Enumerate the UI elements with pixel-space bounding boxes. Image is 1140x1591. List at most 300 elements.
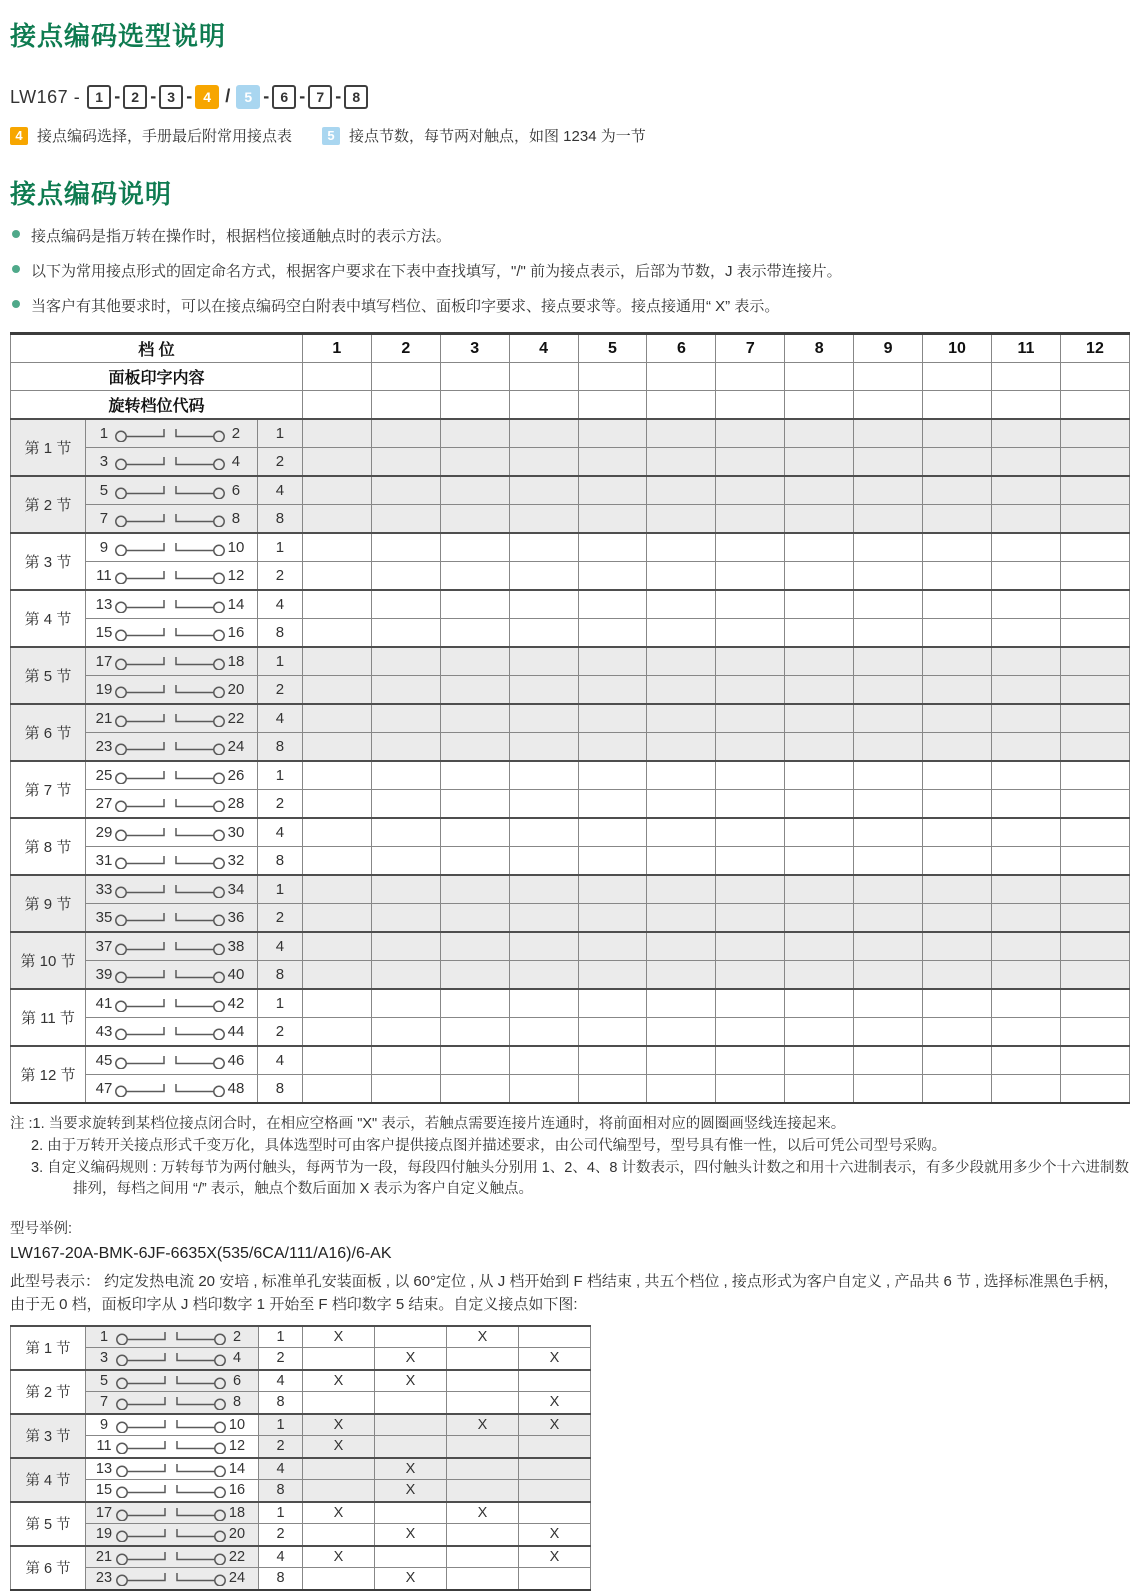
section-row	[11, 562, 1130, 591]
contact-terminal-right: 34	[227, 881, 245, 898]
contact-symbol-wrap	[114, 682, 226, 698]
open-contact-symbol-icon	[115, 1570, 227, 1586]
example-section-row	[11, 1502, 591, 1524]
section-label: 第 2 节	[11, 476, 86, 533]
contact-code: 4	[257, 590, 302, 619]
position-cell	[371, 847, 440, 876]
position-cell	[578, 932, 647, 961]
position-cell	[440, 761, 509, 790]
section-row	[11, 1018, 1130, 1047]
example-label: 型号举例:	[10, 1221, 73, 1237]
section-label: 第 12 节	[11, 1046, 86, 1103]
contact-terminal-left: 47	[95, 1080, 113, 1097]
position-cell	[716, 419, 785, 448]
position-cell	[1060, 704, 1129, 733]
contact-code: 8	[257, 733, 302, 762]
panel-print-row	[11, 363, 1130, 391]
mark-cell: X	[303, 1436, 375, 1458]
contact-cell	[85, 505, 257, 534]
contact-terminal-left: 3	[99, 453, 109, 470]
contact-code: 8	[257, 961, 302, 990]
position-cell	[1060, 875, 1129, 904]
contact-diagram	[86, 539, 257, 556]
contact-terminal-right: 8	[231, 510, 241, 527]
contact-symbol-wrap	[115, 1438, 227, 1454]
mark-cell: X	[375, 1524, 447, 1546]
position-cell	[991, 790, 1060, 819]
position-cell	[509, 989, 578, 1018]
contact-diagram	[86, 966, 257, 983]
position-cell	[923, 932, 992, 961]
section-row	[11, 676, 1130, 705]
open-contact-symbol-icon	[114, 682, 226, 698]
bullet-item	[10, 295, 1130, 316]
position-cell	[371, 505, 440, 534]
mark-cell: X	[303, 1502, 375, 1524]
contact-symbol-wrap	[114, 426, 226, 442]
mark-cell	[519, 1326, 591, 1348]
section-row	[11, 847, 1130, 876]
header-position-5: 5	[578, 334, 647, 363]
position-cell	[716, 505, 785, 534]
example-section-row	[11, 1414, 591, 1436]
position-cell	[716, 590, 785, 619]
model-box-8: 8	[344, 85, 368, 109]
model-box-7: 7	[308, 85, 332, 109]
rotation-code-cell	[1060, 391, 1129, 420]
open-contact-symbol-icon	[114, 625, 226, 641]
contact-terminal-right: 18	[228, 1504, 246, 1521]
position-cell	[854, 932, 923, 961]
note-item: 注 :1. 当要求旋转到某档位接点闭合时，在相应空格画 "X" 表示，若触点需要连接片连通时，将前面相对应的圆圈画竖线连接起来。	[10, 1116, 846, 1132]
contact-diagram	[86, 1329, 258, 1345]
contact-terminal-right: 20	[228, 1526, 246, 1543]
contact-symbol-wrap	[114, 1053, 226, 1069]
section-label: 第 4 节	[11, 1458, 86, 1502]
contact-terminal-left: 17	[95, 1504, 113, 1521]
model-box-4: 4	[195, 85, 219, 109]
contact-symbol-wrap	[114, 711, 226, 727]
section-row	[11, 1046, 1130, 1075]
open-contact-symbol-icon	[115, 1526, 227, 1542]
section-row	[11, 590, 1130, 619]
open-contact-symbol-icon	[114, 540, 226, 556]
header-position-12: 12	[1060, 334, 1129, 363]
position-cell	[923, 904, 992, 933]
position-cell	[647, 1018, 716, 1047]
contact-cell	[85, 476, 257, 505]
rotation-code-cell	[716, 391, 785, 420]
position-cell	[716, 448, 785, 477]
position-cell	[371, 790, 440, 819]
contact-symbol-wrap	[115, 1526, 227, 1542]
contact-symbol-wrap	[114, 996, 226, 1012]
contact-terminal-right: 40	[227, 966, 245, 983]
position-cell	[440, 818, 509, 847]
position-cell	[647, 1046, 716, 1075]
position-cell	[785, 818, 854, 847]
position-cell	[509, 733, 578, 762]
contact-terminal-left: 17	[95, 653, 113, 670]
position-cell	[440, 1046, 509, 1075]
contact-symbol-wrap	[114, 454, 226, 470]
contact-diagram	[86, 1438, 258, 1454]
position-cell	[440, 505, 509, 534]
position-cell	[1060, 847, 1129, 876]
contact-code: 2	[259, 1436, 303, 1458]
position-cell	[1060, 619, 1129, 648]
position-cell	[509, 818, 578, 847]
contact-code: 8	[257, 847, 302, 876]
position-cell	[991, 875, 1060, 904]
position-cell	[440, 676, 509, 705]
position-cell	[578, 761, 647, 790]
section-label: 第 4 节	[11, 590, 86, 647]
mark-cell	[447, 1480, 519, 1502]
example-section-row	[11, 1392, 591, 1414]
contact-symbol-wrap	[115, 1329, 227, 1345]
contact-diagram	[86, 453, 257, 470]
position-cell	[647, 419, 716, 448]
contact-symbol-wrap	[114, 939, 226, 955]
mark-cell: X	[519, 1348, 591, 1370]
position-cell	[578, 704, 647, 733]
mark-cell: X	[303, 1370, 375, 1392]
contact-terminal-right: 16	[228, 1482, 246, 1499]
position-cell	[854, 647, 923, 676]
contact-diagram	[86, 1526, 258, 1542]
contact-terminal-left: 11	[96, 567, 112, 584]
table-header-row	[11, 334, 1130, 363]
position-cell	[991, 647, 1060, 676]
position-cell	[647, 590, 716, 619]
header-position-8: 8	[785, 334, 854, 363]
position-cell	[578, 904, 647, 933]
position-cell	[854, 590, 923, 619]
contact-code: 1	[257, 419, 302, 448]
position-cell	[716, 847, 785, 876]
position-cell	[716, 676, 785, 705]
position-cell	[509, 448, 578, 477]
section-label: 第 10 节	[11, 932, 86, 989]
bullet-text: 以下为常用接点形式的固定命名方式，根据客户要求在下表中查找填写，"/" 前为接点表示，后部为节数，J 表示带连接片。	[31, 263, 842, 280]
contact-terminal-right: 14	[227, 596, 245, 613]
position-cell	[302, 619, 371, 648]
position-cell	[785, 448, 854, 477]
position-cell	[785, 761, 854, 790]
position-cell	[371, 1075, 440, 1104]
position-cell	[440, 733, 509, 762]
position-cell	[923, 761, 992, 790]
contact-cell	[85, 704, 257, 733]
position-cell	[647, 562, 716, 591]
position-cell	[371, 818, 440, 847]
open-contact-symbol-icon	[115, 1394, 227, 1410]
mark-cell	[375, 1392, 447, 1414]
position-cell	[854, 619, 923, 648]
position-cell	[302, 989, 371, 1018]
open-contact-symbol-icon	[115, 1438, 227, 1454]
contact-terminal-right: 30	[227, 824, 245, 841]
mark-cell	[303, 1524, 375, 1546]
panel-print-cell	[578, 363, 647, 391]
position-cell	[302, 1075, 371, 1104]
position-cell	[991, 733, 1060, 762]
position-cell	[785, 1075, 854, 1104]
contact-diagram	[86, 852, 257, 869]
contact-code: 1	[257, 533, 302, 562]
position-cell	[785, 790, 854, 819]
example-contact-table	[10, 1325, 591, 1591]
position-cell	[923, 790, 992, 819]
position-cell	[991, 932, 1060, 961]
position-cell	[923, 590, 992, 619]
legend-chip-4: 4	[10, 127, 28, 145]
model-separator: -	[114, 86, 121, 106]
mark-cell	[447, 1524, 519, 1546]
section-label: 第 1 节	[11, 1326, 86, 1370]
position-cell	[923, 875, 992, 904]
contact-terminal-right: 42	[227, 995, 245, 1012]
contact-code: 2	[257, 562, 302, 591]
mark-cell: X	[375, 1370, 447, 1392]
section-row	[11, 875, 1130, 904]
bullet-dot-icon	[12, 265, 20, 273]
position-cell	[923, 647, 992, 676]
position-cell	[923, 476, 992, 505]
contact-code: 4	[257, 1046, 302, 1075]
bullet-item	[10, 260, 1130, 281]
contact-symbol-wrap	[115, 1417, 227, 1433]
position-cell	[647, 932, 716, 961]
mark-cell	[447, 1436, 519, 1458]
mark-cell: X	[519, 1414, 591, 1436]
contact-cell	[85, 562, 257, 591]
position-cell	[578, 1075, 647, 1104]
note-item: 3. 自定义编码规则 : 万转每节为两付触头，每两节为一段，每段四付触头分别用 1、2、4、8 计数表示，四付触头计数之和用十六进制表示，有多少段就用多少个十六进制数排列，每档之间用 “/” 表示，触点个数后面加 X 表示为客户自定义触点。	[31, 1159, 1130, 1198]
position-cell	[509, 533, 578, 562]
position-cell	[923, 448, 992, 477]
position-cell	[578, 476, 647, 505]
contact-cell	[85, 818, 257, 847]
position-cell	[578, 875, 647, 904]
contact-cell	[85, 619, 257, 648]
open-contact-symbol-icon	[114, 1053, 226, 1069]
contact-code: 1	[259, 1502, 303, 1524]
contact-cell	[85, 961, 257, 990]
contact-code: 4	[259, 1546, 303, 1568]
contact-terminal-right: 26	[227, 767, 245, 784]
contact-diagram	[86, 1023, 257, 1040]
contact-terminal-right: 16	[227, 624, 245, 641]
position-cell	[716, 647, 785, 676]
contact-terminal-right: 28	[227, 795, 245, 812]
position-cell	[785, 1018, 854, 1047]
legend-item	[10, 125, 292, 146]
open-contact-symbol-icon	[115, 1329, 227, 1345]
contact-diagram	[86, 1482, 258, 1498]
model-separator: -	[263, 86, 270, 106]
position-cell	[785, 590, 854, 619]
position-cell	[854, 419, 923, 448]
open-contact-symbol-icon	[114, 711, 226, 727]
contact-terminal-right: 2	[232, 1328, 242, 1345]
contact-cell	[86, 1568, 259, 1590]
open-contact-symbol-icon	[115, 1373, 227, 1389]
position-cell	[785, 533, 854, 562]
model-box-1: 1	[87, 85, 111, 109]
mark-cell	[375, 1436, 447, 1458]
contact-code: 2	[257, 676, 302, 705]
model-legend	[10, 125, 1130, 146]
example-section-row	[11, 1568, 591, 1590]
contact-diagram	[86, 1373, 258, 1389]
position-cell	[991, 533, 1060, 562]
contact-terminal-right: 20	[227, 681, 245, 698]
position-cell	[371, 704, 440, 733]
panel-print-cell	[991, 363, 1060, 391]
position-cell	[509, 419, 578, 448]
contact-code: 8	[257, 619, 302, 648]
section-label: 第 2 节	[11, 1370, 86, 1414]
contact-terminal-right: 44	[227, 1023, 245, 1040]
position-cell	[647, 533, 716, 562]
open-contact-symbol-icon	[114, 654, 226, 670]
contact-terminal-left: 7	[99, 1394, 109, 1411]
position-cell	[509, 1018, 578, 1047]
section-row	[11, 704, 1130, 733]
contact-terminal-left: 41	[95, 995, 113, 1012]
position-cell	[716, 875, 785, 904]
mark-cell	[447, 1546, 519, 1568]
position-cell	[371, 562, 440, 591]
position-cell	[785, 989, 854, 1018]
contact-symbol-wrap	[114, 825, 226, 841]
model-prefix: LW167 -	[10, 86, 81, 107]
contact-code: 1	[257, 761, 302, 790]
position-cell	[854, 476, 923, 505]
position-cell	[854, 790, 923, 819]
position-cell	[647, 619, 716, 648]
position-cell	[302, 505, 371, 534]
position-cell	[440, 448, 509, 477]
mark-cell	[303, 1568, 375, 1590]
contact-terminal-left: 11	[96, 1438, 112, 1455]
position-cell	[716, 790, 785, 819]
position-cell	[440, 989, 509, 1018]
position-cell	[716, 533, 785, 562]
contact-cell	[85, 647, 257, 676]
contact-symbol-wrap	[115, 1394, 227, 1410]
contact-symbol-wrap	[114, 739, 226, 755]
header-position-9: 9	[854, 334, 923, 363]
contact-diagram	[86, 596, 257, 613]
model-box-3: 3	[159, 85, 183, 109]
position-cell	[1060, 647, 1129, 676]
contact-terminal-right: 18	[227, 653, 245, 670]
contact-symbol-wrap	[115, 1373, 227, 1389]
position-cell	[923, 619, 992, 648]
mark-cell	[519, 1436, 591, 1458]
mark-cell	[519, 1568, 591, 1590]
position-cell	[578, 989, 647, 1018]
mark-cell	[303, 1458, 375, 1480]
mark-cell	[447, 1568, 519, 1590]
contact-terminal-left: 39	[95, 966, 113, 983]
rotation-code-cell	[991, 391, 1060, 420]
position-cell	[785, 932, 854, 961]
example-section-row	[11, 1546, 591, 1568]
position-cell	[854, 505, 923, 534]
mark-cell	[375, 1502, 447, 1524]
contact-code: 2	[257, 1018, 302, 1047]
contact-diagram	[86, 482, 257, 499]
position-cell	[785, 476, 854, 505]
position-cell	[991, 1046, 1060, 1075]
position-cell	[371, 619, 440, 648]
example-section-row	[11, 1458, 591, 1480]
example-section-row	[11, 1348, 591, 1370]
position-cell	[991, 989, 1060, 1018]
open-contact-symbol-icon	[115, 1461, 227, 1477]
position-cell	[991, 1018, 1060, 1047]
open-contact-symbol-icon	[115, 1482, 227, 1498]
contact-cell	[86, 1480, 259, 1502]
contact-terminal-left: 21	[95, 710, 113, 727]
position-cell	[509, 619, 578, 648]
position-cell	[578, 505, 647, 534]
contact-symbol-wrap	[114, 654, 226, 670]
mark-cell: X	[303, 1414, 375, 1436]
position-cell	[1060, 932, 1129, 961]
contact-cell	[85, 847, 257, 876]
position-cell	[647, 904, 716, 933]
position-cell	[647, 818, 716, 847]
position-cell	[854, 733, 923, 762]
contact-cell	[86, 1524, 259, 1546]
contact-cell	[86, 1392, 259, 1414]
position-cell	[578, 1046, 647, 1075]
contact-diagram	[86, 738, 257, 755]
contact-terminal-right: 10	[227, 539, 245, 556]
contact-terminal-left: 21	[95, 1548, 113, 1565]
contact-cell	[86, 1502, 259, 1524]
contact-symbol-wrap	[115, 1350, 227, 1366]
contact-terminal-left: 33	[95, 881, 113, 898]
position-cell	[716, 562, 785, 591]
example-section-row	[11, 1436, 591, 1458]
contact-symbol-wrap	[114, 768, 226, 784]
model-separator: -	[186, 86, 193, 106]
position-cell	[923, 847, 992, 876]
position-cell	[371, 647, 440, 676]
position-cell	[371, 989, 440, 1018]
contact-code: 4	[259, 1370, 303, 1392]
contact-diagram	[86, 1080, 257, 1097]
header-position-6: 6	[647, 334, 716, 363]
legend-text: 接点节数，每节两对触点，如图 1234 为一节	[349, 128, 646, 145]
rotation-code-cell	[854, 391, 923, 420]
position-cell	[785, 676, 854, 705]
contact-code: 4	[257, 932, 302, 961]
contact-cell	[85, 761, 257, 790]
position-cell	[302, 448, 371, 477]
position-cell	[578, 647, 647, 676]
position-cell	[371, 533, 440, 562]
contact-terminal-left: 1	[99, 425, 109, 442]
position-cell	[302, 932, 371, 961]
example-model-number: LW167-20A-BMK-6JF-6635X(535/6CA/111/A16)/6-AK	[10, 1245, 392, 1262]
